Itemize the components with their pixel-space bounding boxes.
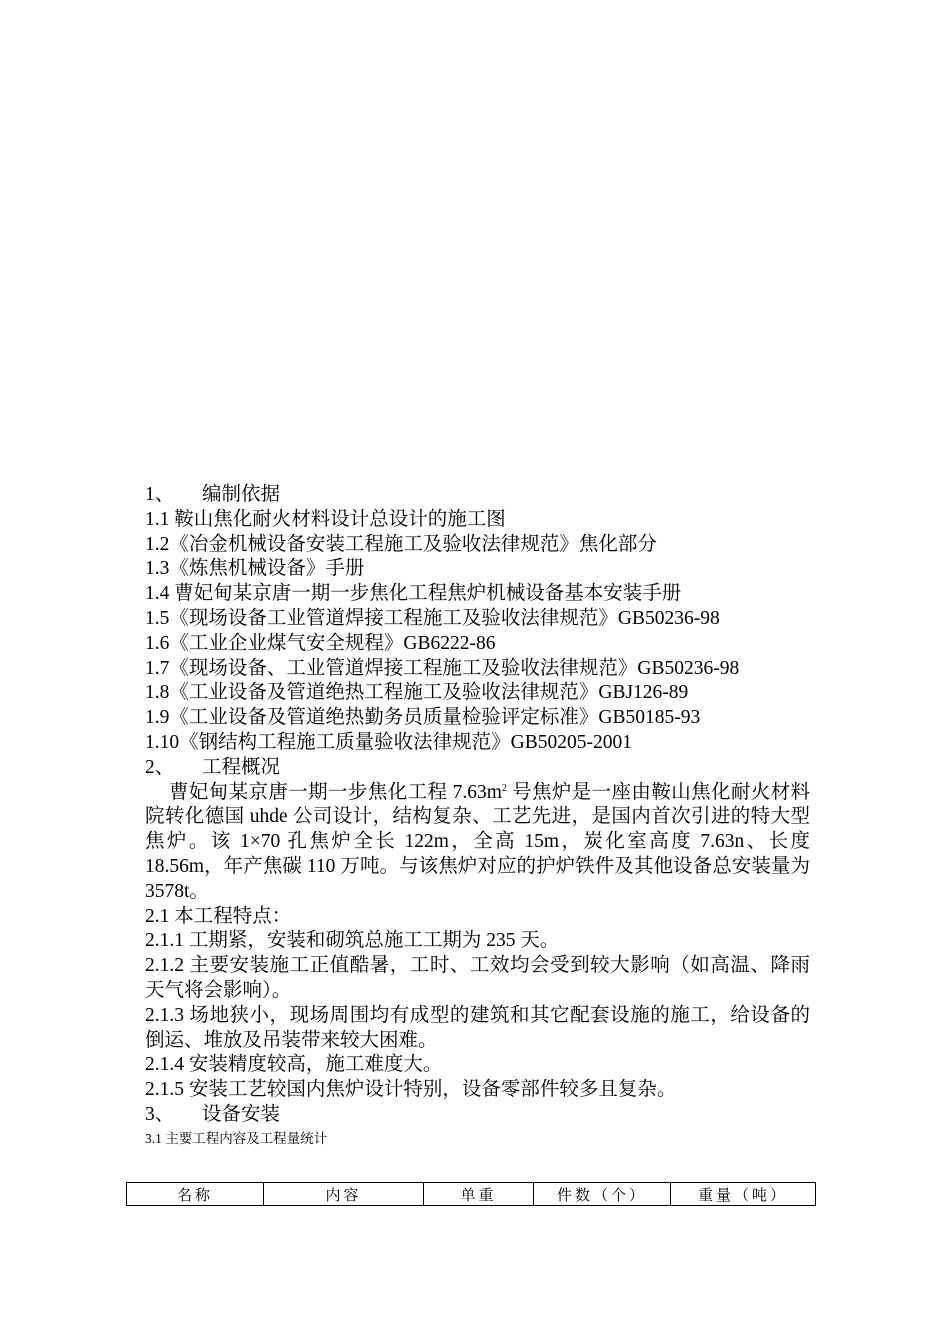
table-header-cell: 单重 [424,1183,534,1206]
table-header-cell: 内容 [264,1183,424,1206]
reference-item: 1.4 曹妃甸某京唐一期一步焦化工程焦炉机械设备基本安装手册 [145,583,682,605]
table-header-cell: 名称 [127,1183,264,1206]
reference-item: 1.3《炼焦机械设备》手册 [145,558,365,580]
feature-item: 2.1.2 主要安装施工正值酷暑，工时、工效均会受到较大影响（如高温、降雨天气将会影响）。 [145,955,810,1001]
table-caption: 3.1 主要工程内容及工程量统计 [145,1130,328,1146]
overview-paragraph: 曹妃甸某京唐一期一步焦化工程 $7.63m^2$ 号焦炉是一座由鞍山焦化耐火材料院转化德国 uhde 公司设计，结构复杂、工艺先进，是国内首次引进的特大型焦炉。该 1×70 孔焦炉全长 122m，全高 15m，炭化室高度 7.63n、长度 18.56m，年产焦碳 110 万吨。与该焦炉对应的护炉铁件及其他设备总安装量为 3578t。 [145,781,810,902]
reference-item: 1.6《工业企业煤气安全规程》GB6222-86 [145,632,496,654]
reference-item: 1.9《工业设备及管道绝热勤务员质量检验评定标准》GB50185-93 [145,707,701,729]
table-header-cell: 重量（吨） [671,1183,816,1206]
feature-item: 2.1.5 安装工艺较国内焦炉设计特别，设备零部件较多且复杂。 [145,1079,677,1101]
feature-item: 2.1.1 工期紧，安装和砌筑总施工工期为 235 天。 [145,930,560,952]
reference-item: 1.2《冶金机械设备安装工程施工及验收法律规范》焦化部分 [145,533,657,555]
section-3-heading: 3、 设备安装 [145,1103,281,1125]
table-header-row [127,1183,816,1206]
table-header-cell: 件数（个） [534,1183,671,1206]
features-heading: 2.1 本工程特点： [145,905,292,927]
reference-item: 1.7《现场设备、工业管道焊接工程施工及验收法律规范》GB50236-98 [145,657,740,679]
section-1-heading: 1、 编制依据 [145,484,281,505]
reference-item: 1.10《钢结构工程施工质量验收法律规范》GB50205-2001 [145,731,632,753]
feature-item: 2.1.4 安装精度较高，施工难度大。 [145,1054,443,1076]
document-body [145,483,810,1149]
reference-item: 1.1 鞍山焦化耐火材料设计总设计的施工图 [145,508,506,530]
reference-item: 1.8《工业设备及管道绝热工程施工及验收法律规范》GBJ126-89 [145,682,689,704]
workload-table [126,1182,816,1206]
feature-item: 2.1.3 场地狭小，现场周围均有成型的建筑和其它配套设施的施工，给设备的倒运、堆放及吊装带来较大困难。 [145,1004,810,1051]
section-2-heading: 2、 工程概况 [145,756,281,778]
reference-item: 1.5《现场设备工业管道焊接工程施工及验收法律规范》GB50236-98 [145,607,720,629]
